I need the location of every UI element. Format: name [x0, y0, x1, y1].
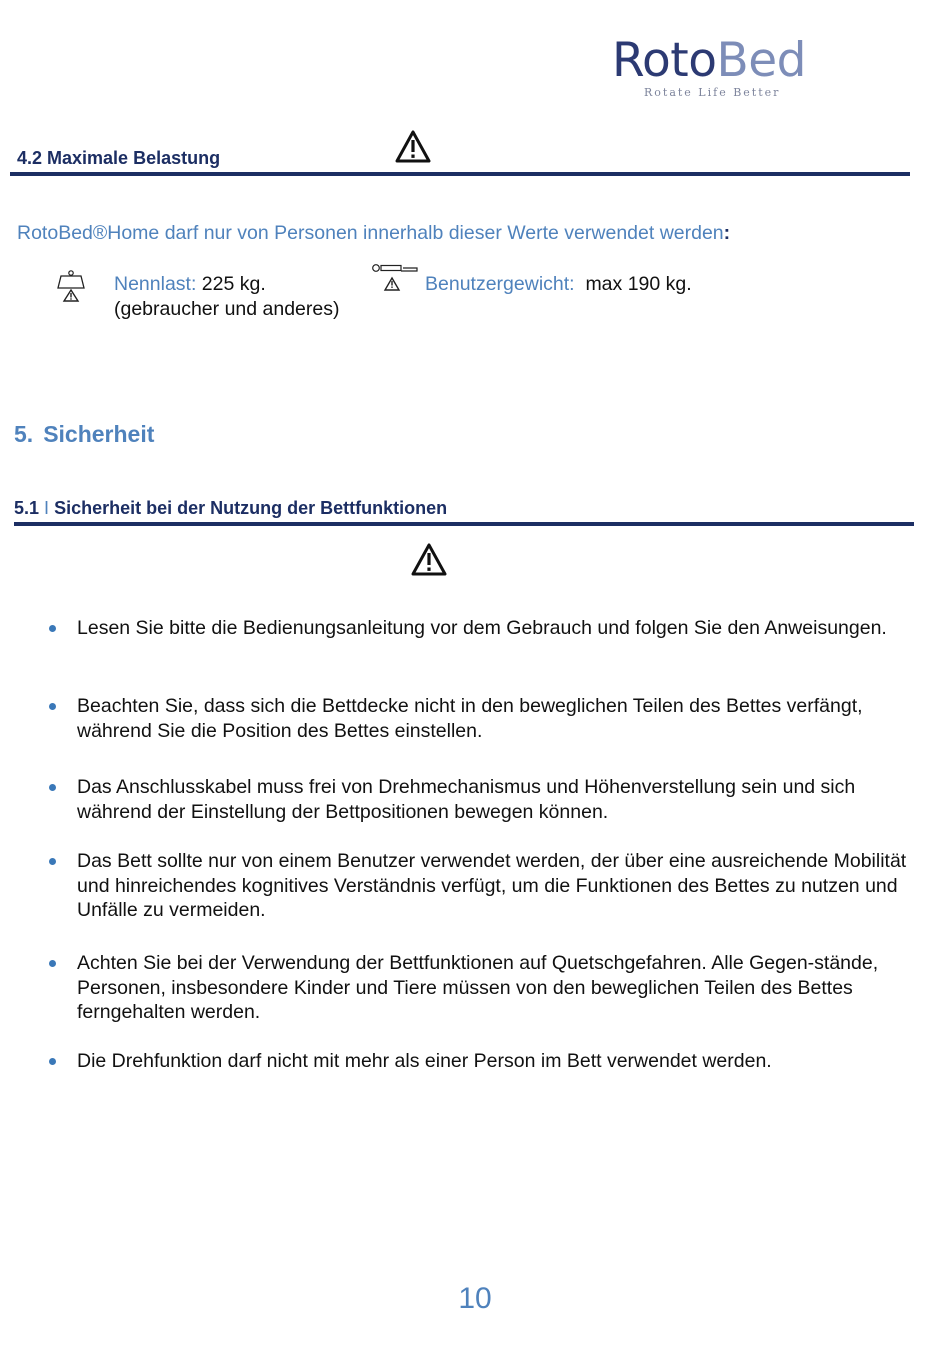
user-weight-label: Benutzergewicht: — [425, 273, 575, 295]
list-item — [77, 1049, 917, 1074]
bullet-dot — [49, 858, 56, 865]
page-number: 10 — [458, 1282, 492, 1315]
bullet-dot — [49, 703, 56, 710]
section-5-1-number: 5.1 — [14, 498, 40, 518]
warning-triangle-icon — [395, 130, 431, 164]
list-item-text: Beachten Sie, dass sich die Bettdecke nicht in den beweglichen Teilen des Bettes verfängt, während Sie die Position des Bettes einstellen. — [77, 695, 863, 742]
bed-person-warning-icon — [371, 263, 419, 295]
section-4-2-heading: 4.2 Maximale Belastung — [17, 148, 221, 168]
section-5-1-title: Sicherheit bei der Nutzung der Bettfunktionen — [54, 498, 448, 518]
list-item-text: Das Anschlusskabel muss frei von Drehmechanismus und Höhenverstellung sein und sich während der Einstellung der Bettpositionen bewegen können. — [77, 776, 856, 823]
list-item-text: Achten Sie bei der Verwendung der Bettfunktionen auf Quetschgefahren. Alle Gegen-stände, Personen, insbesondere Kinder und Tiere müssen von den beweglichen Teilen des Bettes ferngehalten werden. — [77, 952, 879, 1023]
section-5-heading — [14, 421, 154, 448]
warning-triangle-icon — [411, 543, 447, 577]
rated-load-block — [114, 272, 339, 322]
max-load-intro — [17, 222, 730, 245]
list-item-text: Die Drehfunktion darf nicht mit mehr als einer Person im Bett verwendet werden. — [77, 1050, 772, 1072]
section-5-title: Sicherheit — [43, 421, 155, 447]
rotobed-logo — [612, 34, 812, 99]
section-5-1-heading — [14, 498, 447, 519]
section-4-2-rule — [10, 172, 910, 176]
logo-tagline: Rotate Life Better — [644, 86, 781, 99]
list-item — [77, 616, 917, 641]
bullet-dot — [49, 960, 56, 967]
logo-word-bed: Bed — [716, 33, 806, 88]
bullet-dot — [49, 625, 56, 632]
list-item — [77, 694, 917, 743]
rated-load-note: (gebraucher und anderes) — [114, 298, 340, 320]
section-5-number: 5. — [14, 421, 34, 447]
logo-word-roto: Roto — [612, 33, 717, 88]
bullet-dot — [49, 784, 56, 791]
list-item-text: Das Bett sollte nur von einem Benutzer verwendet werden, der über eine ausreichende Mobilität und hinreichendes kognitives Verständnis verfügt, um die Funktionen des Bettes zu nutzen und Unfälle zu vermeiden. — [77, 850, 907, 921]
list-item — [77, 951, 917, 1025]
list-item-text: Lesen Sie bitte die Bedienungsanleitung vor dem Gebrauch und folgen Sie den Anweisungen. — [77, 617, 887, 639]
max-load-intro-text: RotoBed®Home darf nur von Personen innerhalb dieser Werte verwendet werden — [17, 222, 724, 244]
list-item — [77, 775, 917, 824]
rated-load-label: Nennlast: — [114, 273, 197, 295]
user-weight-line — [425, 272, 692, 297]
logo-wordmark — [612, 34, 812, 88]
weight-warning-icon — [56, 270, 86, 304]
user-weight-value: max 190 kg. — [585, 273, 692, 295]
bullet-dot — [49, 1058, 56, 1065]
rated-load-value: 225 kg. — [196, 273, 266, 295]
max-load-intro-colon: : — [723, 222, 731, 244]
list-item — [77, 849, 917, 923]
rated-load-line — [114, 272, 339, 297]
section-5-1-separator: I — [44, 498, 50, 518]
section-5-1-rule — [14, 522, 914, 526]
